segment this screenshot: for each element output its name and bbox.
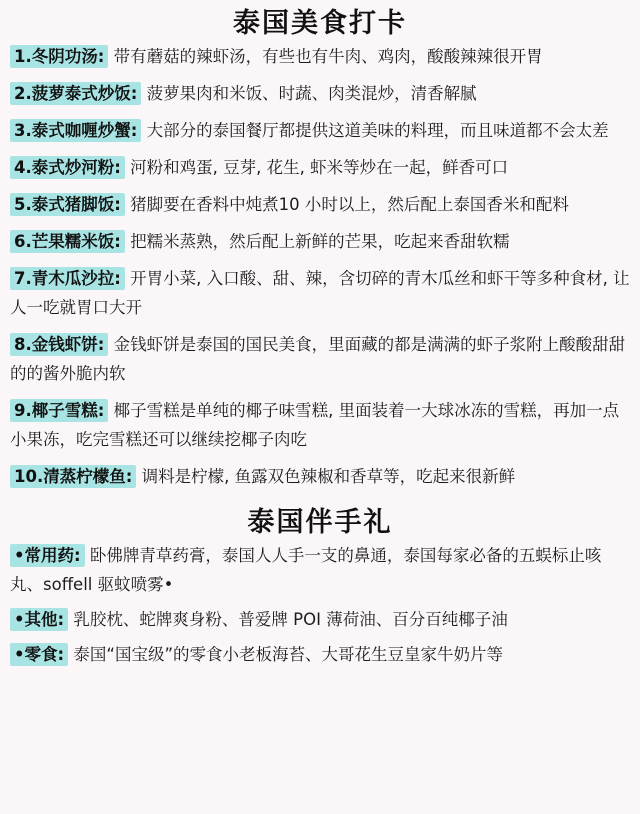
list-item xyxy=(0,605,640,634)
item-text: 开胃小菜, 入口酸、甜、辣，含切碎的青木瓜丝和虾干等多种食材, 让人一吃就胃口大开 xyxy=(10,269,630,317)
item-label: 5.泰式猪脚饭: xyxy=(10,193,125,216)
gift-list xyxy=(0,541,640,669)
item-label: 2.菠萝泰式炒饭: xyxy=(10,82,141,105)
item-text: 卧佛牌青草药膏，泰国人人手一支的鼻通，泰国每家必备的五蜈标止咳丸、soffell 驱蚊喷雾• xyxy=(10,546,602,594)
item-text: 金钱虾饼是泰国的国民美食，里面藏的都是满满的虾子浆附上酸酸甜甜的的酱外脆内软 xyxy=(10,335,626,383)
page-title: 泰国美食打卡 xyxy=(233,8,407,39)
item-text: 河粉和鸡蛋, 豆芽, 花生, 虾米等炒在一起，鲜香可口 xyxy=(130,158,509,177)
item-label: 3.泰式咖喱炒蟹: xyxy=(10,119,141,142)
list-item xyxy=(0,330,640,388)
list-item xyxy=(0,190,640,219)
item-label: 8.金钱虾饼: xyxy=(10,333,108,356)
item-label: 1.冬阴功汤: xyxy=(10,45,108,68)
list-item xyxy=(0,42,640,71)
item-text: 菠萝果肉和米饭、时蔬、肉类混炒，清香解腻 xyxy=(146,84,477,103)
item-text: 泰国“国宝级”的零食小老板海苔、大哥花生豆皇家牛奶片等 xyxy=(73,645,504,664)
item-label: •零食: xyxy=(10,643,68,666)
list-item xyxy=(0,79,640,108)
item-text: 椰子雪糕是单纯的椰子味雪糕, 里面装着一大球冰冻的雪糕，再加一点小果冻，吃完雪糕还可以继续挖椰子肉吃 xyxy=(10,401,620,449)
item-label: •常用药: xyxy=(10,544,85,567)
section-title: 泰国伴手礼 xyxy=(247,507,393,538)
item-label: 6.芒果糯米饭: xyxy=(10,230,125,253)
food-list xyxy=(0,42,640,491)
item-label: 4.泰式炒河粉: xyxy=(10,156,125,179)
list-item xyxy=(0,541,640,599)
item-text: 把糯米蒸熟，然后配上新鲜的芒果，吃起来香甜软糯 xyxy=(130,232,510,251)
list-item xyxy=(0,396,640,454)
item-label: 9.椰子雪糕: xyxy=(10,399,108,422)
item-label: •其他: xyxy=(10,608,68,631)
list-item xyxy=(0,462,640,491)
list-item xyxy=(0,116,640,145)
item-label: 10.清蒸柠檬鱼: xyxy=(10,465,136,488)
list-item xyxy=(0,264,640,322)
item-text: 带有蘑菇的辣虾汤，有些也有牛肉、鸡肉，酸酸辣辣很开胃 xyxy=(113,47,543,66)
item-label: 7.青木瓜沙拉: xyxy=(10,267,125,290)
list-item xyxy=(0,227,640,256)
item-text: 大部分的泰国餐厅都提供这道美味的料理，而且味道都不会太差 xyxy=(146,121,609,140)
list-item xyxy=(0,153,640,182)
item-text: 乳胶枕、蛇牌爽身粉、普爱牌 POI 薄荷油、百分百纯椰子油 xyxy=(73,610,508,629)
item-text: 猪脚要在香料中炖煮10 小时以上，然后配上泰国香米和配料 xyxy=(130,195,569,214)
list-item xyxy=(0,640,640,669)
item-text: 调料是柠檬, 鱼露双色辣椒和香草等，吃起来很新鲜 xyxy=(141,467,516,486)
